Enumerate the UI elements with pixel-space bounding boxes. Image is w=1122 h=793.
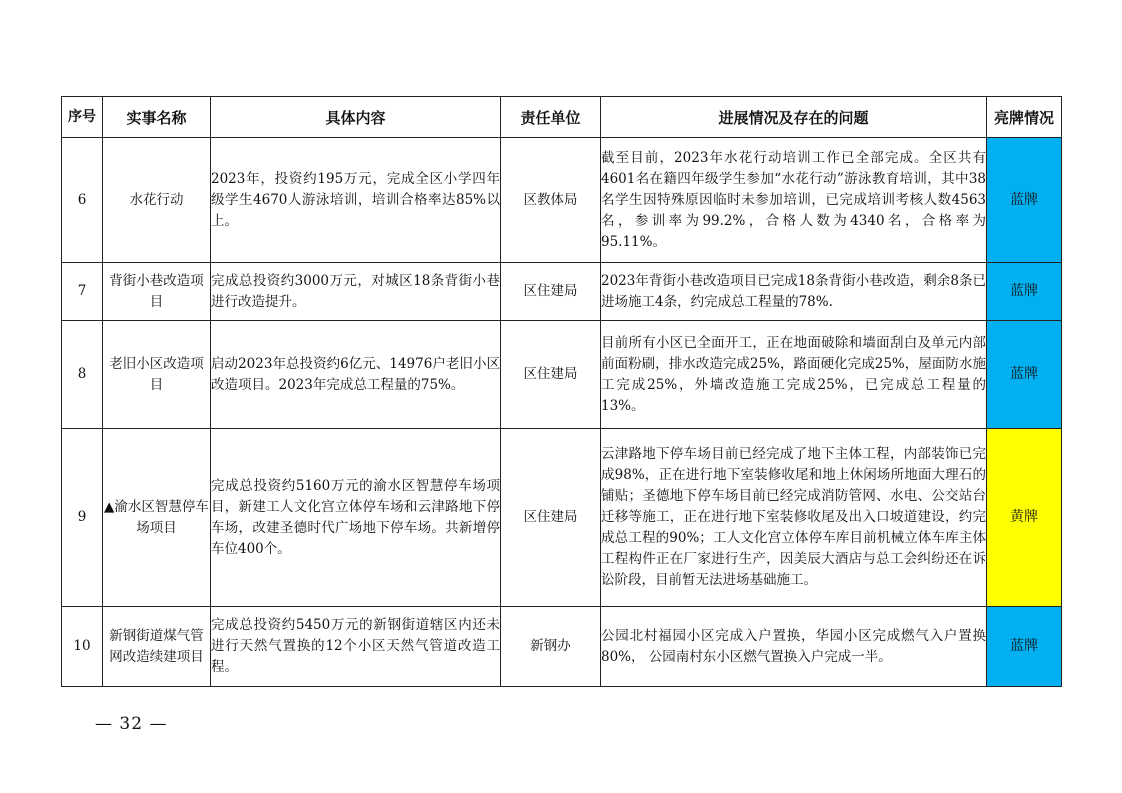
table-header-row [62, 97, 1062, 138]
row-progress: 云津路地下停车场目前已经完成了地下主体工程，内部装饰已完成98%，正在进行地下室装修收尾和地上休闲场所地面大理石的铺贴；圣德地下停车场目前已经完成消防管网、水电、公交站台迁移等施工，正在进行地下室装修收尾及出入口坡道建设，约完成总工程的90%；工人文化宫立体停车库目前机械立体车库主体工程构件正在厂家进行生产，因美辰大酒店与总工会纠纷还在诉讼阶段，目前暂无法进场基础施工。 [601, 429, 987, 607]
status-badge: 黄牌 [987, 429, 1062, 607]
header-name: 实事名称 [103, 97, 211, 138]
header-content: 具体内容 [211, 97, 501, 138]
table-row [62, 138, 1062, 263]
row-unit: 区住建局 [501, 321, 601, 429]
row-content: 完成总投资约3000万元，对城区18条背街小巷进行改造提升。 [211, 263, 501, 321]
row-seq: 6 [62, 138, 103, 263]
status-badge: 蓝牌 [987, 321, 1062, 429]
page-number: — 32 — [95, 714, 168, 734]
row-progress: 2023年背街小巷改造项目已完成18条背街小巷改造，剩余8条已进场施工4条，约完成总工程量的78%. [601, 263, 987, 321]
status-badge: 蓝牌 [987, 607, 1062, 687]
table-row [62, 429, 1062, 607]
row-content: 2023年，投资约195万元，完成全区小学四年级学生4670人游泳培训，培训合格率达85%以上。 [211, 138, 501, 263]
row-progress: 截至目前，2023年水花行动培训工作已全部完成。全区共有4601名在籍四年级学生参加“水花行动”游泳教育培训，其中38名学生因特殊原因临时未参加培训，已完成培训考核人数4563名，参训率为99.2%，合格人数为4340名，合格率为95.11%。 [601, 138, 987, 263]
row-progress: 公园北村福园小区完成入户置换，华园小区完成燃气入户置换80%， 公园南村东小区燃气置换入户完成一半。 [601, 607, 987, 687]
row-seq: 8 [62, 321, 103, 429]
status-badge: 蓝牌 [987, 138, 1062, 263]
row-unit: 区教体局 [501, 138, 601, 263]
header-unit: 责任单位 [501, 97, 601, 138]
row-unit: 区住建局 [501, 429, 601, 607]
progress-table [61, 96, 1062, 687]
row-unit: 新钢办 [501, 607, 601, 687]
header-seq: 序号 [62, 97, 103, 138]
row-content: 启动2023年总投资约6亿元、14976户老旧小区改造项目。2023年完成总工程量的75%。 [211, 321, 501, 429]
row-unit: 区住建局 [501, 263, 601, 321]
header-progress: 进展情况及存在的问题 [601, 97, 987, 138]
header-status: 亮牌情况 [987, 97, 1062, 138]
row-progress: 目前所有小区已全面开工，正在地面破除和墙面刮白及单元内部前面粉刷，排水改造完成25%，路面硬化完成25%，屋面防水施工完成25%，外墙改造施工完成25%，已完成总工程量的13%。 [601, 321, 987, 429]
table-row [62, 263, 1062, 321]
row-seq: 10 [62, 607, 103, 687]
row-seq: 9 [62, 429, 103, 607]
table-row [62, 321, 1062, 429]
status-badge: 蓝牌 [987, 263, 1062, 321]
row-content: 完成总投资约5160万元的渝水区智慧停车场项目，新建工人文化宫立体停车场和云津路地下停车场，改建圣德时代广场地下停车场。共新增停车位400个。 [211, 429, 501, 607]
table-row [62, 607, 1062, 687]
row-seq: 7 [62, 263, 103, 321]
row-name: 老旧小区改造项目 [103, 321, 211, 429]
row-name: 背街小巷改造项目 [103, 263, 211, 321]
row-name: ▲渝水区智慧停车场项目 [103, 429, 211, 607]
row-name: 新钢街道煤气管网改造续建项目 [103, 607, 211, 687]
row-content: 完成总投资约5450万元的新钢街道辖区内还未进行天然气置换的12个小区天然气管道改造工程。 [211, 607, 501, 687]
row-name: 水花行动 [103, 138, 211, 263]
